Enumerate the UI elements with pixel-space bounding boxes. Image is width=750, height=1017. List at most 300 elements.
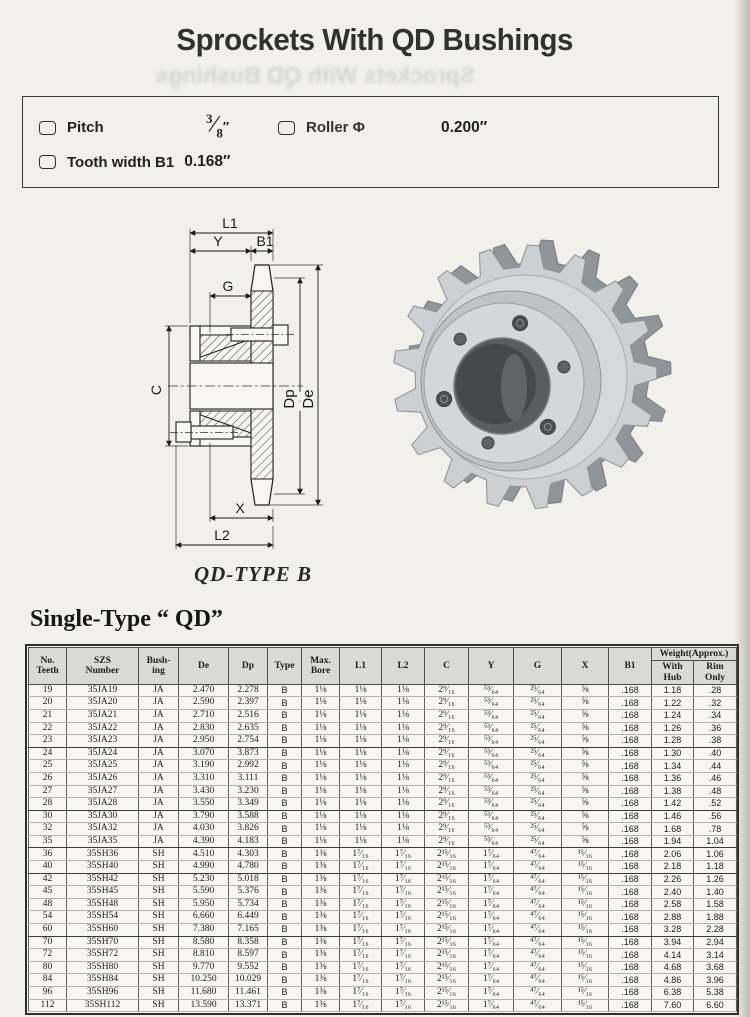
table-cell: .168 bbox=[609, 936, 652, 949]
table-cell: ⁴⁷⁄₆₄ bbox=[514, 999, 562, 1012]
table-cell: 3.28 bbox=[652, 924, 694, 937]
table-cell: 1.40 bbox=[694, 886, 737, 899]
table-row bbox=[29, 861, 737, 874]
table-cell: 10.250 bbox=[179, 974, 229, 987]
pitch-value bbox=[206, 111, 229, 141]
table-cell: 2¹⁵⁄₁₆ bbox=[425, 987, 469, 1000]
table-cell: 6.38 bbox=[652, 987, 694, 1000]
table-cell: 35JA22 bbox=[67, 722, 139, 735]
table-cell: 3.14 bbox=[694, 949, 737, 962]
table-cell: ¹⁵⁄₁₆ bbox=[562, 848, 609, 861]
table-cell: 1⁷⁄₆₄ bbox=[469, 848, 514, 861]
table-cell: ¹⁵⁄₁₆ bbox=[562, 949, 609, 962]
table-cell: 5.590 bbox=[179, 886, 229, 899]
table-cell: .44 bbox=[694, 760, 737, 773]
table-cell: 1.42 bbox=[652, 798, 694, 811]
table-cell: 35SH40 bbox=[67, 861, 139, 874]
table-cell: 5.018 bbox=[229, 873, 268, 886]
table-cell: .48 bbox=[694, 785, 737, 798]
table-cell: JA bbox=[139, 823, 179, 836]
table-cell: 28 bbox=[29, 798, 67, 811]
table-cell: 5.38 bbox=[694, 987, 737, 1000]
table-cell: 2⁹⁄₁₆ bbox=[425, 810, 469, 823]
table-cell: 1⅛ bbox=[340, 684, 382, 697]
table-cell: 13.590 bbox=[179, 999, 229, 1012]
table-cell: .168 bbox=[609, 823, 652, 836]
table-cell: 1⁷⁄₁₆ bbox=[340, 974, 382, 987]
checkbox-icon bbox=[39, 121, 56, 135]
table-cell: 1⅛ bbox=[340, 709, 382, 722]
table-cell: 1⁷⁄₁₆ bbox=[340, 961, 382, 974]
table-cell: 35JA23 bbox=[67, 735, 139, 748]
table-cell: 1⁷⁄₁₆ bbox=[340, 873, 382, 886]
table-cell: 2⁹⁄₁₆ bbox=[425, 697, 469, 710]
table-cell: B bbox=[268, 722, 302, 735]
table-cell: .168 bbox=[609, 760, 652, 773]
table-cell: 1.18 bbox=[652, 684, 694, 697]
table-cell: 1⅛ bbox=[302, 697, 340, 710]
table-cell: .168 bbox=[609, 848, 652, 861]
table-cell: 4.86 bbox=[652, 974, 694, 987]
table-row bbox=[29, 999, 737, 1012]
table-cell: 1⅛ bbox=[302, 823, 340, 836]
table-cell: 4.030 bbox=[179, 823, 229, 836]
table-cell: 1⁷⁄₆₄ bbox=[469, 911, 514, 924]
table-cell: ⁴⁷⁄₆₄ bbox=[514, 936, 562, 949]
table-cell: 11.461 bbox=[229, 987, 268, 1000]
table-cell: 1⅛ bbox=[382, 835, 425, 848]
table-cell: 2.830 bbox=[179, 722, 229, 735]
table-cell: JA bbox=[139, 810, 179, 823]
table-cell: ⁵³⁄₆₄ bbox=[469, 747, 514, 760]
col-header-rim-only: Rim Only bbox=[694, 661, 737, 685]
dim-label-x: X bbox=[235, 500, 245, 516]
table-cell: ⁵³⁄₆₄ bbox=[469, 697, 514, 710]
table-cell: 23 bbox=[29, 735, 67, 748]
table-cell: 1.30 bbox=[652, 747, 694, 760]
table-cell: B bbox=[268, 848, 302, 861]
table-cell: .56 bbox=[694, 810, 737, 823]
table-cell: ²⁵⁄₆₄ bbox=[514, 684, 562, 697]
table-cell: 1⁷⁄₁₆ bbox=[382, 974, 425, 987]
table-cell: JA bbox=[139, 747, 179, 760]
table-cell: ¹⁵⁄₁₆ bbox=[562, 974, 609, 987]
table-cell: ¹⁵⁄₁₆ bbox=[562, 873, 609, 886]
table-cell: 4.510 bbox=[179, 848, 229, 861]
table-cell: ⁴⁷⁄₆₄ bbox=[514, 924, 562, 937]
table-cell: 1⁷⁄₁₆ bbox=[382, 936, 425, 949]
table-cell: 35JA28 bbox=[67, 798, 139, 811]
table-cell: 1⁷⁄₁₆ bbox=[340, 999, 382, 1012]
table-cell: 1⅛ bbox=[340, 722, 382, 735]
table-cell: 2⁹⁄₁₆ bbox=[425, 798, 469, 811]
table-cell: 1⁷⁄₁₆ bbox=[382, 848, 425, 861]
table-cell: 1⅛ bbox=[340, 810, 382, 823]
table-cell: .36 bbox=[694, 722, 737, 735]
table-cell: 22 bbox=[29, 722, 67, 735]
table-cell: ⅝ bbox=[562, 735, 609, 748]
table-cell: 3.94 bbox=[652, 936, 694, 949]
pitch-unit: ″ bbox=[222, 118, 230, 134]
table-cell: 1⅛ bbox=[382, 760, 425, 773]
table-cell: .34 bbox=[694, 709, 737, 722]
table-cell: .40 bbox=[694, 747, 737, 760]
table-cell: .52 bbox=[694, 798, 737, 811]
table-cell: .168 bbox=[609, 961, 652, 974]
spec-table-body bbox=[29, 684, 737, 1011]
table-cell: .168 bbox=[609, 798, 652, 811]
table-cell: 80 bbox=[29, 961, 67, 974]
table-cell: ⁵³⁄₆₄ bbox=[469, 684, 514, 697]
table-cell: .168 bbox=[609, 911, 652, 924]
table-cell: 8.580 bbox=[179, 936, 229, 949]
dim-label-c: C bbox=[148, 384, 164, 396]
table-row bbox=[29, 709, 737, 722]
table-cell: 27 bbox=[29, 785, 67, 798]
table-cell: 1.46 bbox=[652, 810, 694, 823]
table-cell: 2⁹⁄₁₆ bbox=[425, 709, 469, 722]
table-cell: ²⁵⁄₆₄ bbox=[514, 823, 562, 836]
col-header-bushing: Bush- ing bbox=[139, 648, 179, 685]
checkbox-icon bbox=[39, 155, 56, 169]
table-row bbox=[29, 873, 737, 886]
table-cell: 26 bbox=[29, 772, 67, 785]
table-cell: 2.278 bbox=[229, 684, 268, 697]
tooth-width-label: Tooth width B1 bbox=[67, 153, 175, 171]
table-cell: B bbox=[268, 898, 302, 911]
table-cell: 35JA32 bbox=[67, 823, 139, 836]
table-cell: 1⅛ bbox=[302, 785, 340, 798]
table-cell: 1⅛ bbox=[340, 735, 382, 748]
table-row bbox=[29, 697, 737, 710]
table-cell: 2.28 bbox=[694, 924, 737, 937]
table-cell: 1⁷⁄₁₆ bbox=[340, 861, 382, 874]
table-cell: 42 bbox=[29, 873, 67, 886]
table-cell: 1⁷⁄₆₄ bbox=[469, 974, 514, 987]
table-cell: .168 bbox=[609, 987, 652, 1000]
table-row bbox=[29, 974, 737, 987]
col-header-y: Y bbox=[469, 648, 514, 685]
table-cell: 2.516 bbox=[229, 709, 268, 722]
col-header-l2: L2 bbox=[382, 648, 425, 685]
table-cell: 1.34 bbox=[652, 760, 694, 773]
table-cell: SH bbox=[139, 961, 179, 974]
table-cell: ⅝ bbox=[562, 823, 609, 836]
table-cell: ¹⁵⁄₁₆ bbox=[562, 999, 609, 1012]
table-cell: 35JA24 bbox=[67, 747, 139, 760]
table-cell: B bbox=[268, 747, 302, 760]
table-cell: 8.358 bbox=[229, 936, 268, 949]
table-cell: 35SH84 bbox=[67, 974, 139, 987]
roller-label: Roller Φ bbox=[306, 119, 365, 136]
table-cell: 1⅛ bbox=[382, 684, 425, 697]
table-cell: .168 bbox=[609, 861, 652, 874]
table-header bbox=[29, 648, 737, 685]
tooth-width-value: 0.168″ bbox=[184, 153, 231, 170]
table-cell: ⁴⁷⁄₆₄ bbox=[514, 987, 562, 1000]
table-row bbox=[29, 722, 737, 735]
section-title: Single-Type “ QD” bbox=[30, 606, 223, 632]
table-cell: 2.18 bbox=[652, 861, 694, 874]
table-cell: ¹⁵⁄₁₆ bbox=[562, 886, 609, 899]
table-cell: ⁵³⁄₆₄ bbox=[469, 722, 514, 735]
table-row bbox=[29, 785, 737, 798]
table-cell: ⅝ bbox=[562, 810, 609, 823]
table-cell: JA bbox=[139, 709, 179, 722]
table-cell: ²⁵⁄₆₄ bbox=[514, 810, 562, 823]
table-cell: ⁴⁷⁄₆₄ bbox=[514, 886, 562, 899]
table-cell: 25 bbox=[29, 760, 67, 773]
table-cell: 3.826 bbox=[229, 823, 268, 836]
table-cell: 6.660 bbox=[179, 911, 229, 924]
table-cell: 1⅛ bbox=[382, 810, 425, 823]
table-cell: SH bbox=[139, 974, 179, 987]
table-row bbox=[29, 798, 737, 811]
table-cell: 1.26 bbox=[652, 722, 694, 735]
table-cell: 1⅛ bbox=[302, 798, 340, 811]
table-cell: ⅝ bbox=[562, 760, 609, 773]
table-row bbox=[29, 810, 737, 823]
table-cell: 10.029 bbox=[229, 974, 268, 987]
table-cell: 2⁹⁄₁₆ bbox=[425, 722, 469, 735]
table-cell: 2.992 bbox=[229, 760, 268, 773]
table-cell: 2¹⁵⁄₁₆ bbox=[425, 886, 469, 899]
table-cell: 1⁷⁄₁₆ bbox=[382, 911, 425, 924]
table-cell: B bbox=[268, 987, 302, 1000]
table-cell: 2⁹⁄₁₆ bbox=[425, 772, 469, 785]
table-cell: 3.070 bbox=[179, 747, 229, 760]
table-row bbox=[29, 835, 737, 848]
table-cell: 2.710 bbox=[179, 709, 229, 722]
table-cell: 1.22 bbox=[652, 697, 694, 710]
table-cell: 36 bbox=[29, 848, 67, 861]
spec-box bbox=[22, 96, 719, 188]
table-cell: 1⅛ bbox=[382, 823, 425, 836]
spec-roller bbox=[278, 119, 365, 136]
table-cell: 1⁷⁄₁₆ bbox=[382, 999, 425, 1012]
table-cell: B bbox=[268, 949, 302, 962]
table-cell: ⅝ bbox=[562, 747, 609, 760]
col-header-type: Type bbox=[268, 648, 302, 685]
table-cell: 1.28 bbox=[652, 735, 694, 748]
table-cell: SH bbox=[139, 999, 179, 1012]
table-row bbox=[29, 848, 737, 861]
table-cell: 4.990 bbox=[179, 861, 229, 874]
table-cell: ⁴⁷⁄₆₄ bbox=[514, 898, 562, 911]
table-cell: 3.430 bbox=[179, 785, 229, 798]
table-cell: 1⅛ bbox=[382, 735, 425, 748]
table-cell: 5.230 bbox=[179, 873, 229, 886]
table-cell: ⁴⁷⁄₆₄ bbox=[514, 961, 562, 974]
table-cell: 2¹⁵⁄₁₆ bbox=[425, 898, 469, 911]
table-row bbox=[29, 772, 737, 785]
table-cell: ²⁵⁄₆₄ bbox=[514, 722, 562, 735]
dim-label-de: De bbox=[300, 389, 317, 409]
table-cell: ⁴⁷⁄₆₄ bbox=[514, 848, 562, 861]
table-cell: 1.58 bbox=[694, 898, 737, 911]
table-cell: 35JA30 bbox=[67, 810, 139, 823]
table-cell: 3.111 bbox=[229, 772, 268, 785]
dim-label-b1: B1 bbox=[256, 233, 274, 249]
table-cell: 1⅛ bbox=[340, 697, 382, 710]
table-cell: 60 bbox=[29, 924, 67, 937]
dim-label-l2: L2 bbox=[214, 527, 230, 543]
table-cell: 3.96 bbox=[694, 974, 737, 987]
table-cell: 1.18 bbox=[694, 861, 737, 874]
table-cell: 1⁷⁄₁₆ bbox=[340, 949, 382, 962]
table-cell: 1⁷⁄₁₆ bbox=[382, 861, 425, 874]
table-cell: SH bbox=[139, 861, 179, 874]
table-cell: JA bbox=[139, 722, 179, 735]
table-cell: 3.230 bbox=[229, 785, 268, 798]
table-cell: 1⁷⁄₁₆ bbox=[382, 949, 425, 962]
table-cell: ⅝ bbox=[562, 709, 609, 722]
table-cell: B bbox=[268, 785, 302, 798]
table-cell: 2⁹⁄₁₆ bbox=[425, 684, 469, 697]
table-cell: 1⅛ bbox=[382, 722, 425, 735]
table-cell: 1⅜ bbox=[302, 873, 340, 886]
table-cell: 2¹⁵⁄₁₆ bbox=[425, 999, 469, 1012]
table-cell: B bbox=[268, 999, 302, 1012]
table-cell: 35SH96 bbox=[67, 987, 139, 1000]
table-cell: B bbox=[268, 961, 302, 974]
table-cell: 1⁷⁄₆₄ bbox=[469, 961, 514, 974]
table-cell: 1⁷⁄₁₆ bbox=[340, 886, 382, 899]
table-row bbox=[29, 961, 737, 974]
table-cell: 2.397 bbox=[229, 697, 268, 710]
table-cell: ⁵³⁄₆₄ bbox=[469, 835, 514, 848]
table-cell: 3.550 bbox=[179, 798, 229, 811]
table-cell: B bbox=[268, 760, 302, 773]
table-cell: 2¹⁵⁄₁₆ bbox=[425, 848, 469, 861]
table-cell: 2¹⁵⁄₁₆ bbox=[425, 974, 469, 987]
table-cell: 1⁷⁄₆₄ bbox=[469, 924, 514, 937]
col-header-c: C bbox=[425, 648, 469, 685]
table-cell: ⁵³⁄₆₄ bbox=[469, 760, 514, 773]
table-cell: 1.94 bbox=[652, 835, 694, 848]
table-cell: 1⅜ bbox=[302, 936, 340, 949]
table-cell: .168 bbox=[609, 785, 652, 798]
table-cell: 1⅛ bbox=[302, 772, 340, 785]
table-cell: JA bbox=[139, 697, 179, 710]
table-cell: ⁴⁷⁄₆₄ bbox=[514, 873, 562, 886]
table-cell: 1⁷⁄₆₄ bbox=[469, 949, 514, 962]
table-cell: 35JA27 bbox=[67, 785, 139, 798]
table-cell: 1⁷⁄₁₆ bbox=[382, 886, 425, 899]
table-cell: 35JA21 bbox=[67, 709, 139, 722]
table-cell: 2.06 bbox=[652, 848, 694, 861]
table-cell: ⁵³⁄₆₄ bbox=[469, 772, 514, 785]
table-cell: 112 bbox=[29, 999, 67, 1012]
table-cell: 1.88 bbox=[694, 911, 737, 924]
table-cell: ²⁵⁄₆₄ bbox=[514, 760, 562, 773]
table-cell: SH bbox=[139, 911, 179, 924]
table-cell: .168 bbox=[609, 924, 652, 937]
table-cell: .168 bbox=[609, 697, 652, 710]
table-cell: 1⁷⁄₆₄ bbox=[469, 861, 514, 874]
table-cell: 96 bbox=[29, 987, 67, 1000]
table-cell: B bbox=[268, 974, 302, 987]
table-cell: 2.754 bbox=[229, 735, 268, 748]
table-cell: 35SH42 bbox=[67, 873, 139, 886]
table-cell: 35JA25 bbox=[67, 760, 139, 773]
table-cell: 35SH60 bbox=[67, 924, 139, 937]
table-row bbox=[29, 949, 737, 962]
table-cell: 1⁷⁄₁₆ bbox=[340, 936, 382, 949]
table-cell: 35SH112 bbox=[67, 999, 139, 1012]
table-cell: .168 bbox=[609, 747, 652, 760]
table-cell: .168 bbox=[609, 999, 652, 1012]
table-cell: 72 bbox=[29, 949, 67, 962]
pitch-fraction: $^3⁄_8$ bbox=[206, 111, 223, 141]
table-cell: .168 bbox=[609, 886, 652, 899]
table-cell: ⁵³⁄₆₄ bbox=[469, 735, 514, 748]
table-cell: 1⅜ bbox=[302, 974, 340, 987]
table-cell: 1⅜ bbox=[302, 911, 340, 924]
table-cell: ¹⁵⁄₁₆ bbox=[562, 924, 609, 937]
table-cell: 1⁷⁄₁₆ bbox=[340, 898, 382, 911]
table-cell: 2⁹⁄₁₆ bbox=[425, 785, 469, 798]
table-cell: 4.14 bbox=[652, 949, 694, 962]
table-cell: 4.68 bbox=[652, 961, 694, 974]
table-cell: SH bbox=[139, 898, 179, 911]
table-cell: 3.349 bbox=[229, 798, 268, 811]
table-cell: 1⅛ bbox=[382, 798, 425, 811]
table-cell: .168 bbox=[609, 898, 652, 911]
table-cell: 35JA35 bbox=[67, 835, 139, 848]
table-cell: 1.24 bbox=[652, 709, 694, 722]
table-cell: JA bbox=[139, 684, 179, 697]
table-cell: 84 bbox=[29, 974, 67, 987]
table-cell: 5.950 bbox=[179, 898, 229, 911]
table-cell: 1⅛ bbox=[302, 684, 340, 697]
table-cell: 1⅛ bbox=[382, 785, 425, 798]
table-cell: 1⅛ bbox=[382, 697, 425, 710]
table-cell: 30 bbox=[29, 810, 67, 823]
table-cell: 1⁷⁄₆₄ bbox=[469, 987, 514, 1000]
table-cell: ²⁵⁄₆₄ bbox=[514, 697, 562, 710]
table-cell: SH bbox=[139, 886, 179, 899]
table-cell: JA bbox=[139, 772, 179, 785]
pitch-label: Pitch bbox=[67, 119, 104, 136]
table-cell: 1.36 bbox=[652, 772, 694, 785]
table-cell: ²⁵⁄₆₄ bbox=[514, 735, 562, 748]
table-cell: B bbox=[268, 772, 302, 785]
table-cell: 1⁷⁄₁₆ bbox=[382, 873, 425, 886]
table-cell: .46 bbox=[694, 772, 737, 785]
table-cell: .78 bbox=[694, 823, 737, 836]
table-cell: 3.68 bbox=[694, 961, 737, 974]
table-cell: 35SH48 bbox=[67, 898, 139, 911]
table-cell: JA bbox=[139, 785, 179, 798]
table-cell: 1⅜ bbox=[302, 861, 340, 874]
table-cell: 35JA20 bbox=[67, 697, 139, 710]
table-cell: 3.790 bbox=[179, 810, 229, 823]
table-cell: 3.190 bbox=[179, 760, 229, 773]
table-cell: 3.588 bbox=[229, 810, 268, 823]
table-cell: 1⁷⁄₆₄ bbox=[469, 886, 514, 899]
table-cell: B bbox=[268, 709, 302, 722]
table-cell: 2⁹⁄₁₆ bbox=[425, 835, 469, 848]
table-cell: 35 bbox=[29, 835, 67, 848]
table-cell: 2.88 bbox=[652, 911, 694, 924]
table-cell: 1.06 bbox=[694, 848, 737, 861]
table-cell: ²⁵⁄₆₄ bbox=[514, 835, 562, 848]
table-cell: 6.449 bbox=[229, 911, 268, 924]
table-cell: 35JA26 bbox=[67, 772, 139, 785]
table-cell: 1⁷⁄₁₆ bbox=[340, 911, 382, 924]
table-cell: 1⅜ bbox=[302, 848, 340, 861]
